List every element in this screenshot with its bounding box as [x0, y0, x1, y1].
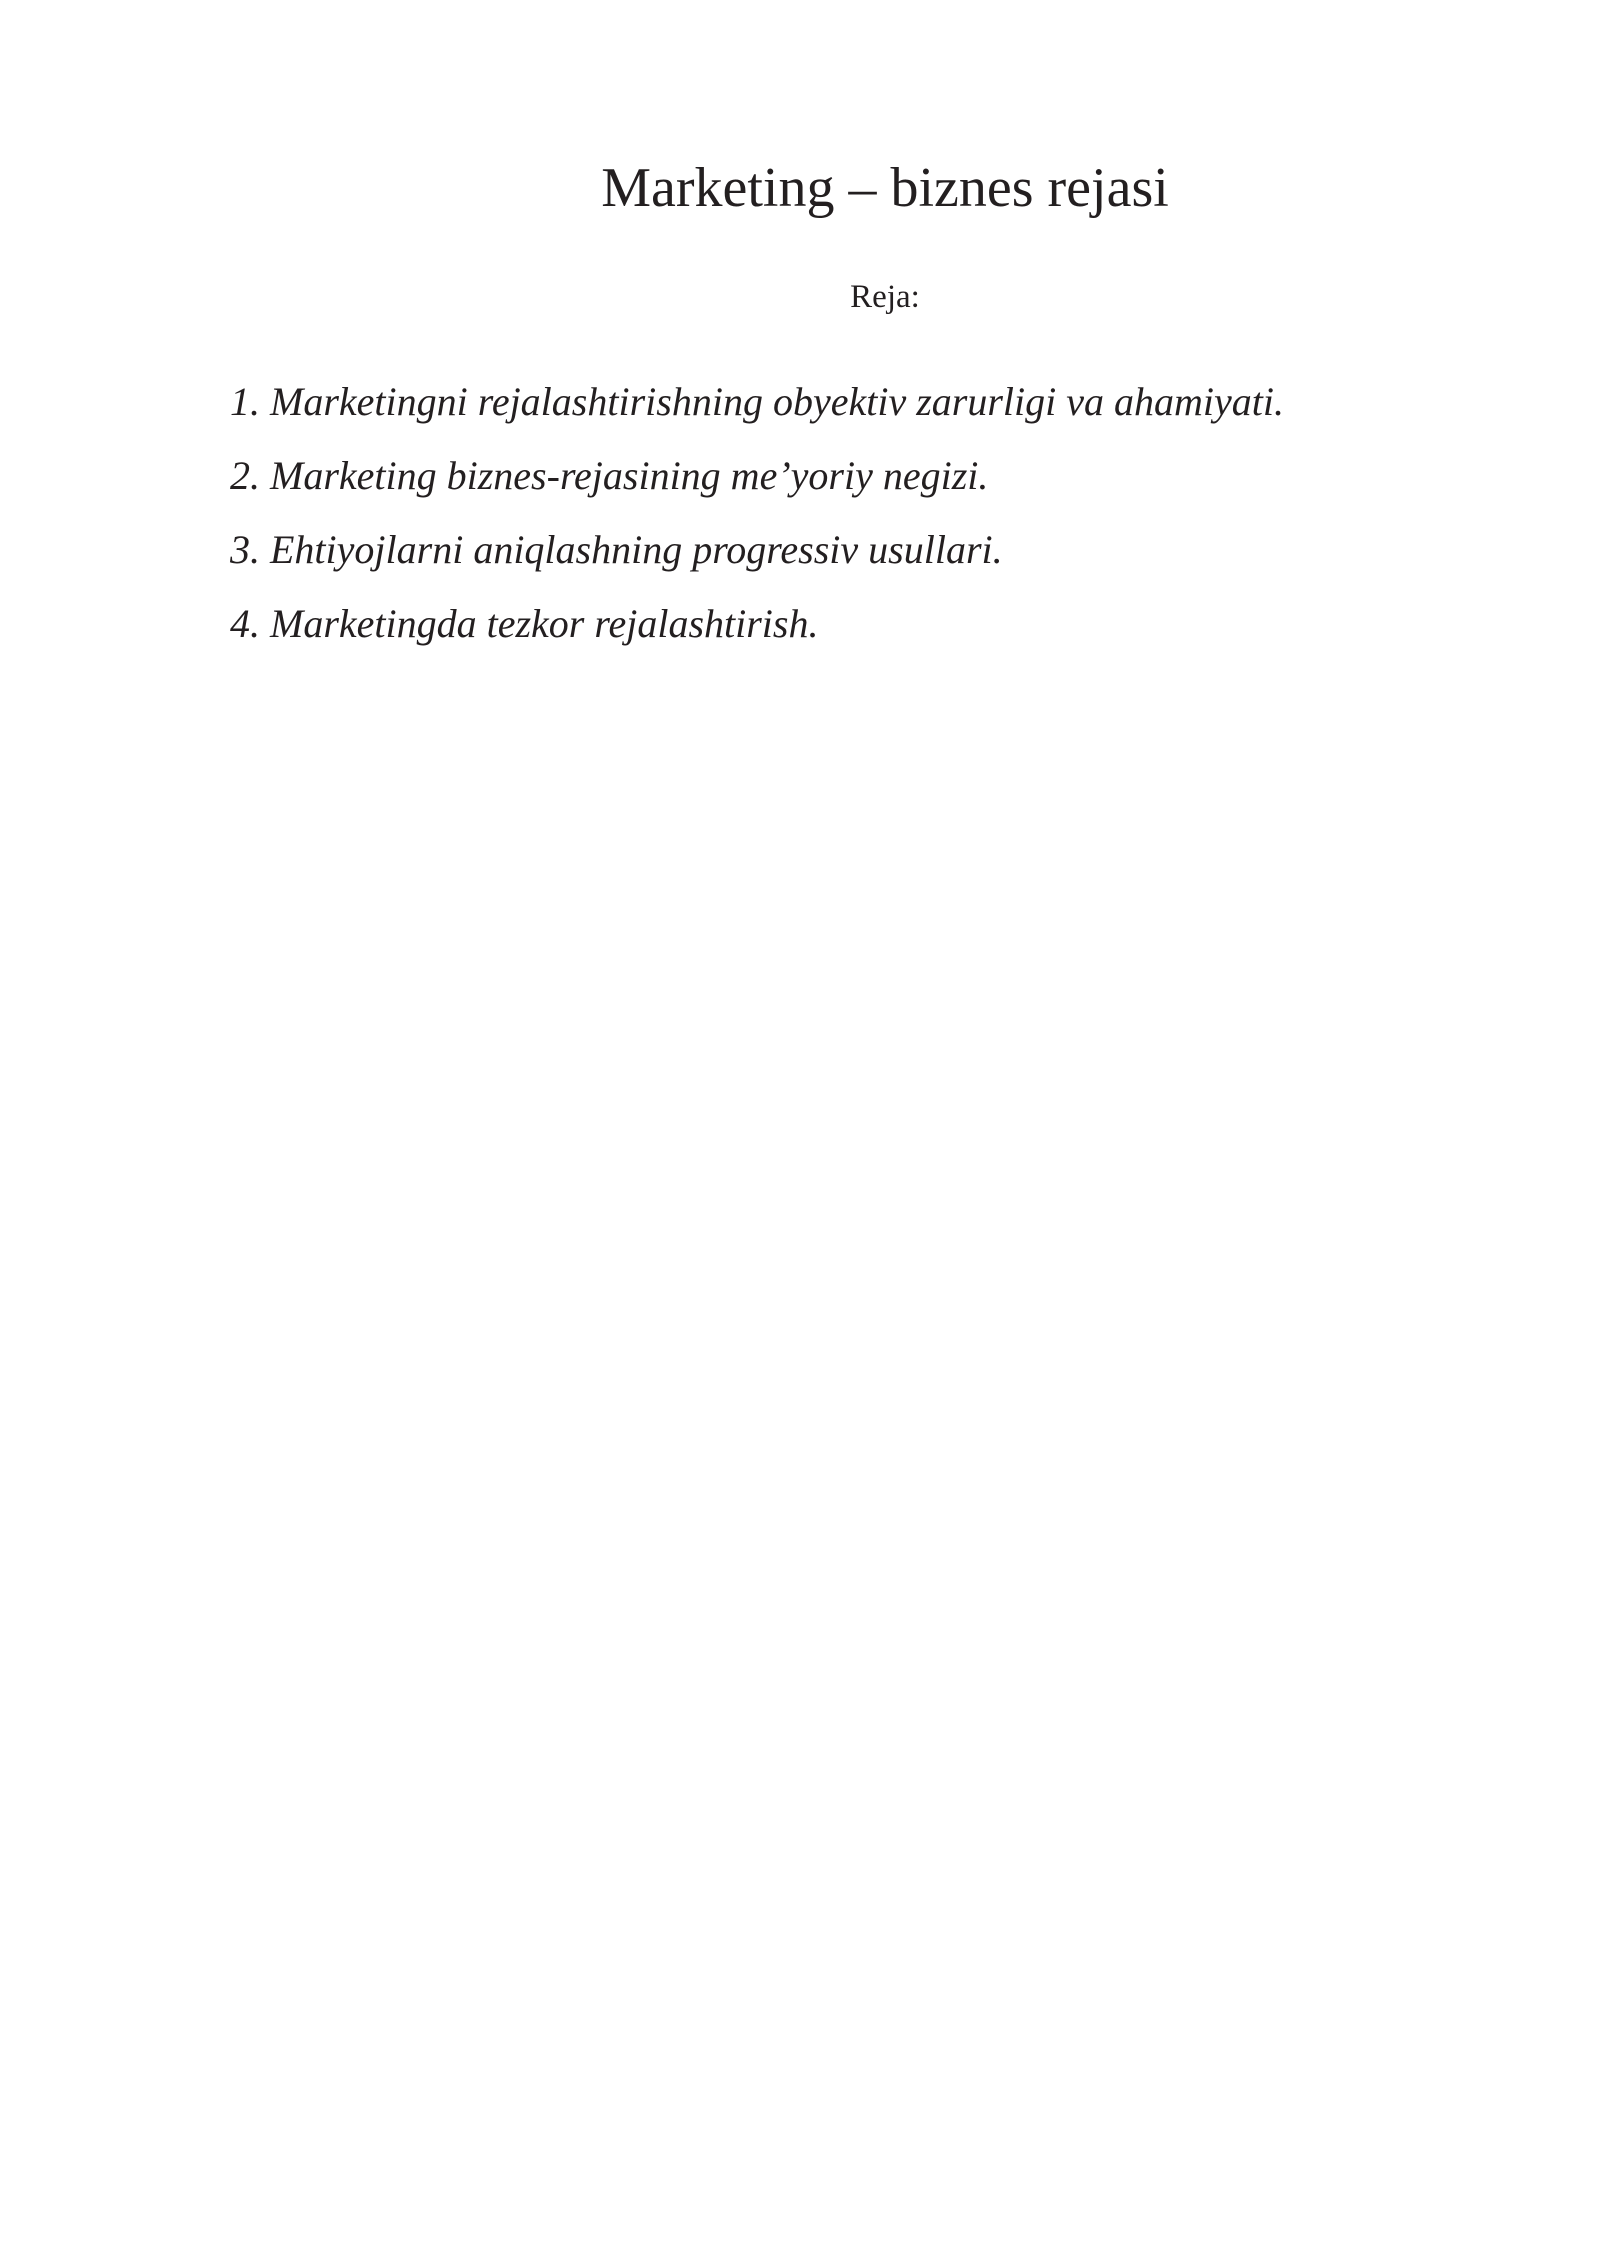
plan-item-text: Ehtiyojlarni aniqlashning progressiv usullari.: [270, 527, 1003, 572]
plan-item-1: [230, 365, 1284, 439]
plan-item-text: Marketingda tezkor rejalashtirish.: [270, 601, 819, 646]
page-title: Marketing – biznes rejasi: [601, 157, 1169, 219]
plan-item-3: [230, 513, 1284, 587]
plan-item-2: [230, 439, 1284, 513]
plan-item-number: 3.: [230, 527, 260, 572]
plan-item-4: [230, 587, 1284, 661]
plan-heading: Reja:: [850, 279, 920, 315]
plan-item-number: 2.: [230, 453, 260, 498]
plan-list: [230, 365, 1284, 661]
plan-item-text: Marketing biznes-rejasining me’yoriy negizi.: [270, 453, 989, 498]
plan-item-text: Marketingni rejalashtirishning obyektiv zarurligi va ahamiyati.: [270, 379, 1284, 424]
plan-item-number: 1.: [230, 379, 260, 424]
plan-item-number: 4.: [230, 601, 260, 646]
